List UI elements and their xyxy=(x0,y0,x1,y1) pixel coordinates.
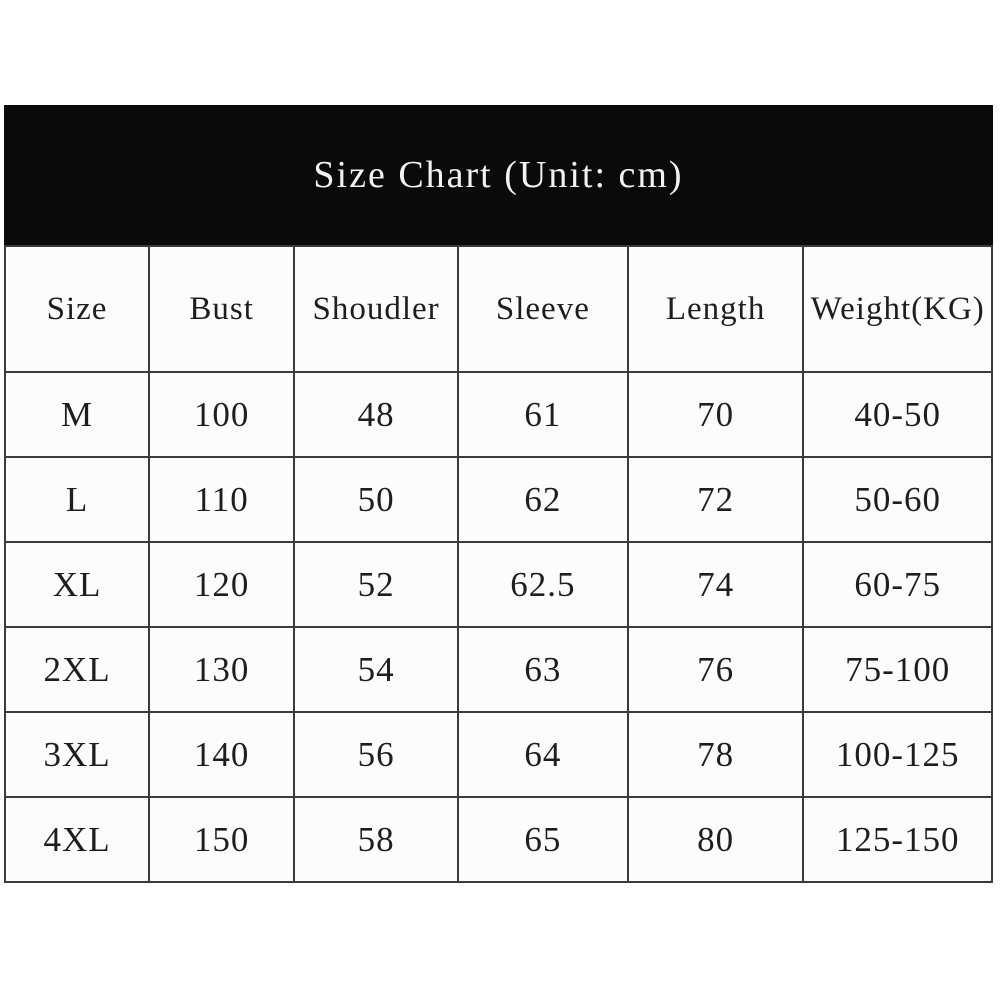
cell-sleeve: 63 xyxy=(458,627,628,712)
cell-sleeve: 65 xyxy=(458,797,628,882)
header-row xyxy=(5,246,992,372)
col-header-size: Size xyxy=(5,246,149,372)
table-row-4xl xyxy=(5,797,992,882)
cell-shoulder: 52 xyxy=(294,542,458,627)
cell-weight: 125-150 xyxy=(803,797,992,882)
col-header-sleeve: Sleeve xyxy=(458,246,628,372)
cell-size: XL xyxy=(5,542,149,627)
cell-shoulder: 48 xyxy=(294,372,458,457)
cell-sleeve: 62.5 xyxy=(458,542,628,627)
cell-shoulder: 54 xyxy=(294,627,458,712)
cell-shoulder: 56 xyxy=(294,712,458,797)
table-row-2xl xyxy=(5,627,992,712)
cell-length: 76 xyxy=(628,627,804,712)
cell-weight: 50-60 xyxy=(803,457,992,542)
cell-shoulder: 50 xyxy=(294,457,458,542)
chart-title: Size Chart (Unit: cm) xyxy=(313,154,684,196)
cell-sleeve: 62 xyxy=(458,457,628,542)
cell-sleeve: 61 xyxy=(458,372,628,457)
cell-size: 2XL xyxy=(5,627,149,712)
cell-bust: 150 xyxy=(149,797,294,882)
cell-bust: 100 xyxy=(149,372,294,457)
cell-size: 4XL xyxy=(5,797,149,882)
size-table xyxy=(4,245,993,883)
table-row-l xyxy=(5,457,992,542)
cell-size: M xyxy=(5,372,149,457)
col-header-weight: Weight(KG) xyxy=(803,246,992,372)
cell-bust: 120 xyxy=(149,542,294,627)
cell-length: 74 xyxy=(628,542,804,627)
cell-size: 3XL xyxy=(5,712,149,797)
table-row-xl xyxy=(5,542,992,627)
cell-size: L xyxy=(5,457,149,542)
col-header-shoulder: Shoudler xyxy=(294,246,458,372)
col-header-bust: Bust xyxy=(149,246,294,372)
cell-bust: 110 xyxy=(149,457,294,542)
cell-weight: 40-50 xyxy=(803,372,992,457)
title-bar xyxy=(4,105,993,245)
cell-length: 70 xyxy=(628,372,804,457)
cell-length: 72 xyxy=(628,457,804,542)
table-row-3xl xyxy=(5,712,992,797)
cell-length: 80 xyxy=(628,797,804,882)
cell-weight: 60-75 xyxy=(803,542,992,627)
cell-weight: 75-100 xyxy=(803,627,992,712)
cell-shoulder: 58 xyxy=(294,797,458,882)
table-row-m xyxy=(5,372,992,457)
col-header-length: Length xyxy=(628,246,804,372)
cell-bust: 130 xyxy=(149,627,294,712)
cell-length: 78 xyxy=(628,712,804,797)
cell-bust: 140 xyxy=(149,712,294,797)
cell-sleeve: 64 xyxy=(458,712,628,797)
cell-weight: 100-125 xyxy=(803,712,992,797)
